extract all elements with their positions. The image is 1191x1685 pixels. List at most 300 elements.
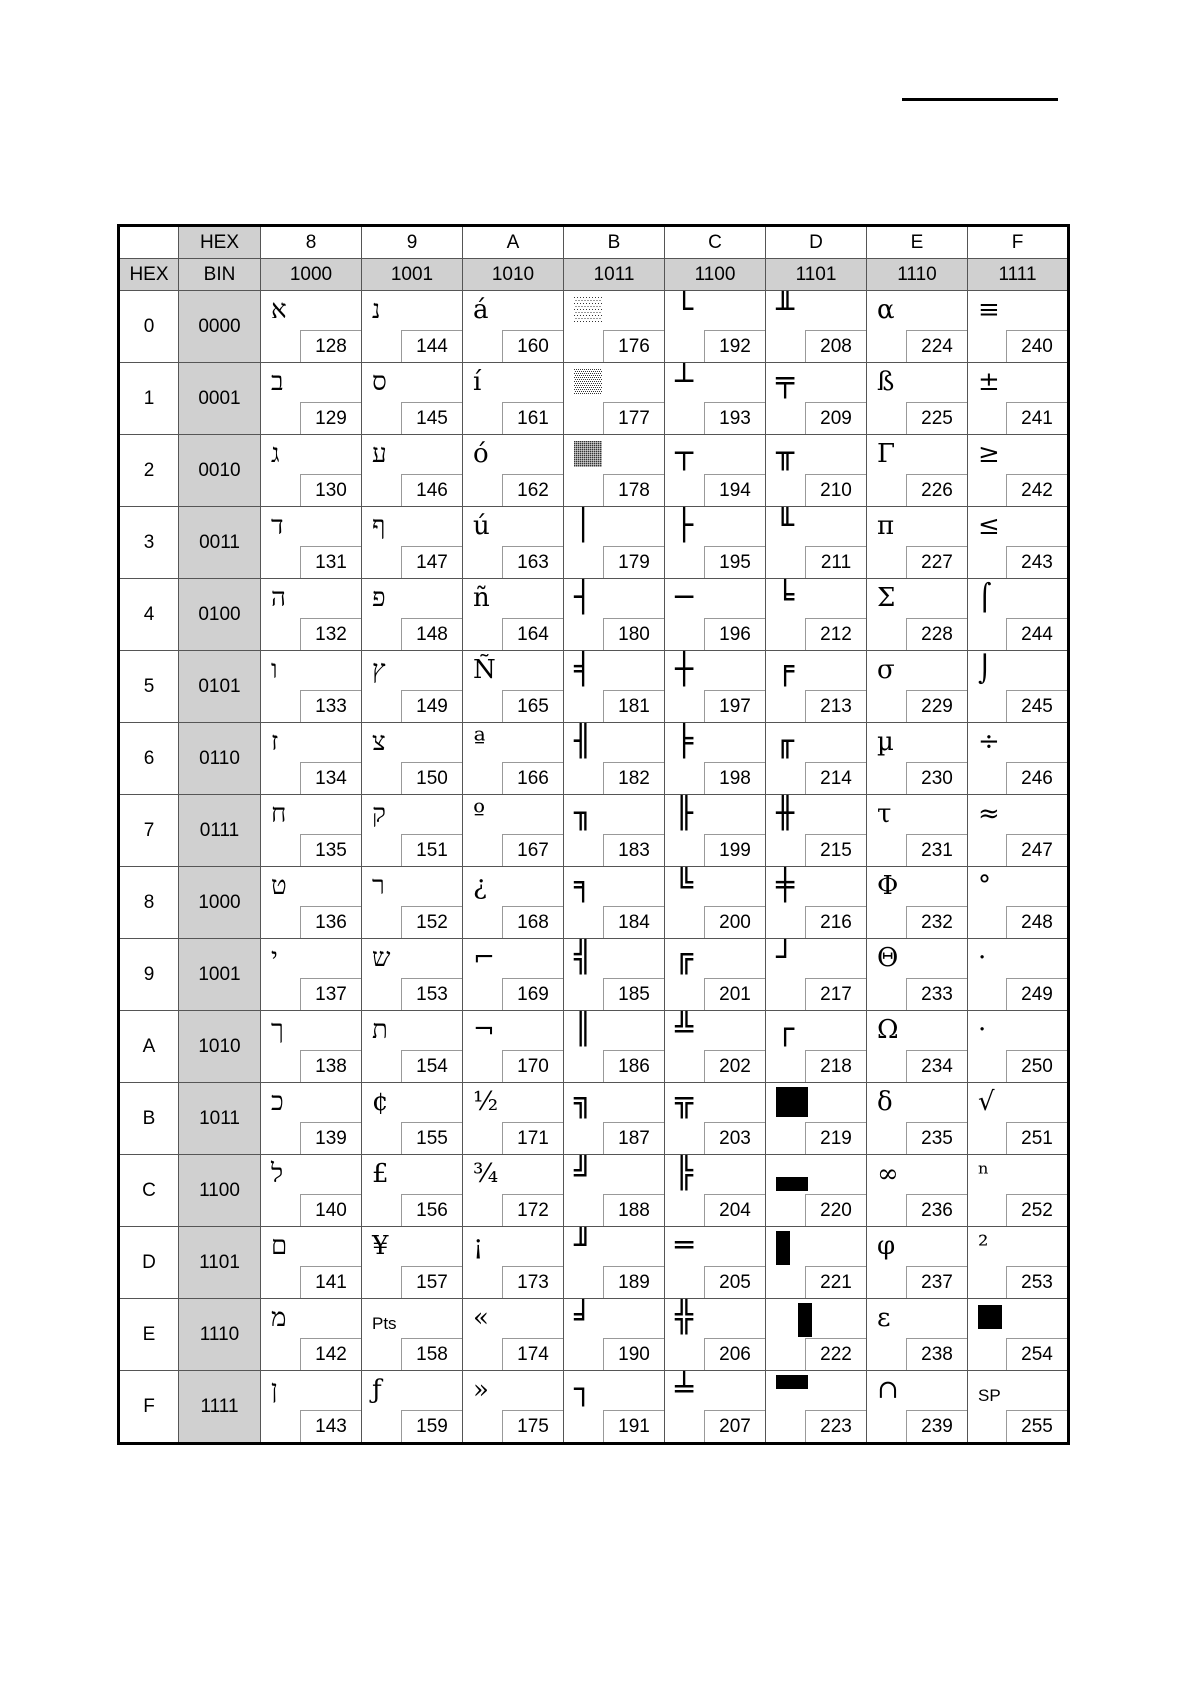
row-hex: 4	[119, 579, 179, 651]
char-glyph: ≤	[978, 511, 1000, 541]
char-code: 180	[603, 618, 664, 650]
char-code: 233	[906, 978, 967, 1010]
char-glyph: ┴	[675, 364, 694, 399]
char-cell	[665, 1371, 766, 1444]
char-code: 225	[906, 402, 967, 434]
char-code: 148	[401, 618, 462, 650]
table-row	[119, 1371, 1069, 1444]
char-cell	[766, 867, 867, 939]
char-cell	[564, 1371, 665, 1444]
char-cell	[261, 1083, 362, 1155]
char-cell	[564, 867, 665, 939]
char-cell	[564, 1083, 665, 1155]
char-code: 151	[401, 834, 462, 866]
char-glyph: ╘	[776, 580, 795, 615]
char-glyph: ñ	[473, 583, 490, 613]
char-glyph: י	[271, 943, 278, 973]
row-bin: 0000	[179, 291, 261, 363]
char-code: 134	[300, 762, 361, 794]
char-glyph: ╩	[675, 1012, 694, 1047]
char-cell	[261, 1227, 362, 1299]
char-glyph: ך	[271, 1015, 284, 1045]
row-bin: 0101	[179, 651, 261, 723]
char-cell	[968, 291, 1069, 363]
table-row	[119, 1227, 1069, 1299]
char-cell	[766, 1083, 867, 1155]
char-glyph: π	[877, 511, 895, 541]
char-cell	[463, 795, 564, 867]
char-code: 204	[704, 1194, 765, 1226]
char-cell	[665, 651, 766, 723]
table-row	[119, 939, 1069, 1011]
char-glyph: Γ	[877, 439, 896, 469]
char-code: 239	[906, 1410, 967, 1442]
char-code: 211	[805, 546, 866, 578]
char-glyph: ע	[372, 439, 387, 469]
char-glyph: │	[574, 508, 593, 543]
char-code: 194	[704, 474, 765, 506]
char-glyph: ן	[271, 1375, 278, 1405]
char-cell	[766, 1299, 867, 1371]
row-bin: 0110	[179, 723, 261, 795]
col-bin: 1010	[463, 259, 564, 291]
char-cell	[261, 795, 362, 867]
char-glyph: ─	[675, 580, 694, 615]
char-code: 166	[502, 762, 563, 794]
char-code: 135	[300, 834, 361, 866]
table-row	[119, 363, 1069, 435]
char-code: 149	[401, 690, 462, 722]
char-cell	[362, 867, 463, 939]
char-code: 221	[805, 1266, 866, 1298]
shade-pattern-icon	[574, 369, 602, 395]
char-glyph: צ	[372, 727, 386, 757]
char-glyph: Ω	[877, 1015, 899, 1045]
row-hex: C	[119, 1155, 179, 1227]
char-cell	[564, 651, 665, 723]
char-glyph: Σ	[877, 583, 896, 613]
char-cell	[463, 579, 564, 651]
char-glyph: └	[675, 292, 694, 327]
table-row	[119, 291, 1069, 363]
char-cell	[867, 435, 968, 507]
char-cell	[564, 1155, 665, 1227]
char-cell	[867, 579, 968, 651]
char-cell	[362, 435, 463, 507]
char-cell	[362, 363, 463, 435]
char-glyph: ╜	[574, 1228, 593, 1263]
char-cell	[665, 435, 766, 507]
block-element-icon	[776, 1177, 808, 1191]
char-glyph: ⌠	[978, 583, 992, 613]
char-code: 242	[1006, 474, 1067, 506]
char-cell	[766, 291, 867, 363]
block-element-icon	[978, 1305, 1002, 1329]
char-glyph: ד	[271, 511, 284, 541]
char-code: 179	[603, 546, 664, 578]
block-element-icon	[776, 1231, 790, 1265]
table-row	[119, 1299, 1069, 1371]
char-cell	[564, 1227, 665, 1299]
char-cell	[463, 1011, 564, 1083]
char-glyph: ז	[271, 727, 279, 757]
char-cell	[261, 363, 362, 435]
char-code: 183	[603, 834, 664, 866]
char-cell	[968, 1299, 1069, 1371]
char-glyph: δ	[877, 1087, 893, 1117]
char-cell	[968, 363, 1069, 435]
char-code: 153	[401, 978, 462, 1010]
char-cell	[362, 651, 463, 723]
char-code: 198	[704, 762, 765, 794]
char-glyph: ⌡	[978, 655, 992, 685]
char-code: 184	[603, 906, 664, 938]
char-code: 251	[1006, 1122, 1067, 1154]
char-code: 205	[704, 1266, 765, 1298]
char-code: 131	[300, 546, 361, 578]
char-cell	[463, 507, 564, 579]
char-glyph: ה	[271, 583, 286, 613]
row-bin: 1101	[179, 1227, 261, 1299]
char-code: 188	[603, 1194, 664, 1226]
char-cell	[564, 435, 665, 507]
char-code: 161	[502, 402, 563, 434]
char-glyph: ε	[877, 1303, 891, 1333]
char-glyph: ╔	[675, 940, 694, 975]
char-glyph: ⁿ	[978, 1159, 990, 1189]
char-code: 162	[502, 474, 563, 506]
char-code: 227	[906, 546, 967, 578]
char-cell	[867, 1011, 968, 1083]
char-glyph: ª	[473, 727, 486, 757]
char-glyph: ┘	[776, 940, 795, 975]
char-cell	[261, 723, 362, 795]
char-cell	[261, 291, 362, 363]
char-cell	[261, 1011, 362, 1083]
char-glyph: ≈	[978, 799, 1000, 829]
char-code: 145	[401, 402, 462, 434]
char-code: 167	[502, 834, 563, 866]
char-code: 217	[805, 978, 866, 1010]
table-row	[119, 435, 1069, 507]
char-cell	[564, 291, 665, 363]
char-glyph: ר	[372, 871, 385, 901]
char-cell	[968, 507, 1069, 579]
row-hex: A	[119, 1011, 179, 1083]
char-cell	[867, 1155, 968, 1227]
char-cell	[463, 1299, 564, 1371]
char-code: 220	[805, 1194, 866, 1226]
char-cell	[968, 651, 1069, 723]
char-code: 190	[603, 1338, 664, 1370]
char-cell	[665, 1083, 766, 1155]
char-cell	[564, 579, 665, 651]
row-hex: 7	[119, 795, 179, 867]
char-glyph: φ	[877, 1231, 896, 1261]
char-cell	[362, 1227, 463, 1299]
hex-label: HEX	[179, 226, 261, 259]
char-code: 252	[1006, 1194, 1067, 1226]
char-glyph: ∩	[877, 1375, 899, 1405]
char-cell	[665, 507, 766, 579]
char-glyph: °	[978, 871, 991, 901]
row-hex: 5	[119, 651, 179, 723]
header-rule	[902, 98, 1058, 101]
char-code: 178	[603, 474, 664, 506]
char-code: 236	[906, 1194, 967, 1226]
row-hex: 8	[119, 867, 179, 939]
header-row-hex	[119, 226, 1069, 259]
char-cell	[867, 291, 968, 363]
char-glyph: ט	[271, 871, 287, 901]
char-code: 160	[502, 330, 563, 362]
char-glyph: ב	[271, 367, 284, 397]
char-code: 230	[906, 762, 967, 794]
char-code: 195	[704, 546, 765, 578]
char-glyph: Φ	[877, 871, 899, 901]
char-cell	[564, 939, 665, 1011]
char-glyph: ¡	[473, 1231, 484, 1261]
char-cell	[463, 939, 564, 1011]
char-glyph: ╒	[776, 652, 795, 687]
table-row	[119, 1155, 1069, 1227]
char-code: 196	[704, 618, 765, 650]
char-glyph: ת	[372, 1015, 388, 1045]
row-hex: 9	[119, 939, 179, 1011]
char-glyph: ²	[978, 1231, 989, 1261]
block-element-icon	[776, 1375, 808, 1389]
char-glyph: á	[473, 295, 489, 325]
char-code: 226	[906, 474, 967, 506]
char-glyph: ┼	[675, 652, 694, 687]
char-cell	[665, 723, 766, 795]
char-code: 143	[300, 1410, 361, 1442]
char-code: 168	[502, 906, 563, 938]
char-cell	[261, 1155, 362, 1227]
char-glyph: ∞	[877, 1159, 899, 1189]
col-hex: D	[766, 226, 867, 259]
table-row	[119, 507, 1069, 579]
char-glyph: ╢	[574, 724, 593, 759]
char-glyph: ף	[372, 511, 386, 541]
char-glyph: ╨	[776, 292, 795, 327]
char-glyph: £	[372, 1159, 389, 1189]
char-cell	[867, 1083, 968, 1155]
char-code: 170	[502, 1050, 563, 1082]
char-code: 254	[1006, 1338, 1067, 1370]
char-cell	[261, 867, 362, 939]
block-element-icon	[798, 1303, 812, 1337]
char-code: 182	[603, 762, 664, 794]
char-code: 157	[401, 1266, 462, 1298]
char-code: 169	[502, 978, 563, 1010]
char-glyph: ¿	[473, 871, 487, 901]
char-code: 176	[603, 330, 664, 362]
shade-pattern-icon	[574, 441, 602, 467]
row-hex: 2	[119, 435, 179, 507]
char-glyph: ╛	[574, 1300, 593, 1335]
char-code: 228	[906, 618, 967, 650]
char-cell	[261, 507, 362, 579]
char-cell	[564, 363, 665, 435]
char-glyph: ¾	[473, 1159, 499, 1189]
char-cell	[564, 723, 665, 795]
char-code: 152	[401, 906, 462, 938]
char-glyph: ÷	[978, 727, 1000, 757]
char-glyph: ú	[473, 511, 490, 541]
char-cell	[463, 867, 564, 939]
char-glyph: ╚	[675, 868, 694, 903]
char-cell	[867, 507, 968, 579]
char-code: 159	[401, 1410, 462, 1442]
char-code: 203	[704, 1122, 765, 1154]
char-cell	[766, 723, 867, 795]
char-glyph: ≡	[978, 295, 1000, 325]
char-glyph: ╧	[675, 1372, 694, 1407]
corner-cell	[119, 226, 179, 259]
char-glyph: ╬	[675, 1300, 694, 1335]
char-cell	[362, 1011, 463, 1083]
char-glyph: ╗	[574, 1084, 593, 1119]
char-code: 255	[1006, 1410, 1067, 1442]
char-code: 192	[704, 330, 765, 362]
char-cell	[766, 651, 867, 723]
char-code: 238	[906, 1338, 967, 1370]
char-cell	[665, 363, 766, 435]
char-glyph: ס	[372, 367, 387, 397]
col-bin: 1000	[261, 259, 362, 291]
col-hex: 9	[362, 226, 463, 259]
col-bin: 1101	[766, 259, 867, 291]
char-code: 244	[1006, 618, 1067, 650]
char-code: 187	[603, 1122, 664, 1154]
char-code: 144	[401, 330, 462, 362]
row-hex: F	[119, 1371, 179, 1444]
char-glyph: ╥	[776, 436, 795, 471]
char-glyph: ┬	[675, 436, 694, 471]
char-glyph: ═	[675, 1228, 694, 1263]
char-cell	[968, 867, 1069, 939]
char-cell	[766, 795, 867, 867]
char-cell	[867, 1299, 968, 1371]
char-code: 141	[300, 1266, 361, 1298]
char-glyph: «	[473, 1303, 489, 1333]
char-glyph: ╓	[776, 724, 795, 759]
char-glyph: ¥	[372, 1231, 389, 1261]
char-cell	[867, 1371, 968, 1444]
col-bin: 1100	[665, 259, 766, 291]
char-code: 193	[704, 402, 765, 434]
char-cell	[261, 939, 362, 1011]
char-code: 209	[805, 402, 866, 434]
char-cell	[665, 1299, 766, 1371]
row-bin: 1001	[179, 939, 261, 1011]
char-glyph: ║	[574, 1012, 593, 1047]
char-cell	[463, 1371, 564, 1444]
char-glyph: נ	[372, 295, 381, 325]
col-bin: 1110	[867, 259, 968, 291]
char-cell	[463, 363, 564, 435]
char-code: 181	[603, 690, 664, 722]
row-bin: 0011	[179, 507, 261, 579]
char-glyph: Ñ	[473, 655, 496, 685]
char-code: 206	[704, 1338, 765, 1370]
char-cell	[766, 1011, 867, 1083]
char-code: 137	[300, 978, 361, 1010]
char-cell	[665, 867, 766, 939]
col-hex: F	[968, 226, 1069, 259]
char-code: 201	[704, 978, 765, 1010]
bin-label: BIN	[179, 259, 261, 291]
char-code: 177	[603, 402, 664, 434]
row-bin: 1100	[179, 1155, 261, 1227]
char-code: 237	[906, 1266, 967, 1298]
col-hex: 8	[261, 226, 362, 259]
table-row	[119, 795, 1069, 867]
code-page-table	[117, 224, 1070, 1445]
char-cell	[362, 579, 463, 651]
char-glyph: ץ	[372, 655, 386, 685]
char-glyph: ╟	[675, 796, 694, 831]
char-glyph: ≥	[978, 439, 1000, 469]
char-code: 231	[906, 834, 967, 866]
char-glyph: σ	[877, 655, 895, 685]
char-glyph: ג	[271, 439, 280, 469]
char-cell	[665, 795, 766, 867]
char-code: 186	[603, 1050, 664, 1082]
char-code: 241	[1006, 402, 1067, 434]
char-code: 249	[1006, 978, 1067, 1010]
char-code: 248	[1006, 906, 1067, 938]
char-cell	[766, 435, 867, 507]
char-cell	[261, 1371, 362, 1444]
char-code: 171	[502, 1122, 563, 1154]
char-cell	[362, 291, 463, 363]
char-cell	[968, 723, 1069, 795]
char-cell	[261, 651, 362, 723]
char-code: 216	[805, 906, 866, 938]
char-glyph: ו	[271, 655, 278, 685]
char-code: 164	[502, 618, 563, 650]
char-code: 243	[1006, 546, 1067, 578]
row-bin: 1000	[179, 867, 261, 939]
char-cell	[463, 1227, 564, 1299]
char-glyph: ק	[372, 799, 386, 829]
char-cell	[968, 579, 1069, 651]
char-code: 234	[906, 1050, 967, 1082]
char-code: 208	[805, 330, 866, 362]
char-code: 147	[401, 546, 462, 578]
char-cell	[766, 1227, 867, 1299]
char-glyph: Θ	[877, 943, 899, 973]
row-bin: 1010	[179, 1011, 261, 1083]
char-glyph: ó	[473, 439, 489, 469]
char-cell	[665, 1227, 766, 1299]
char-code: 218	[805, 1050, 866, 1082]
char-cell	[362, 1299, 463, 1371]
block-element-icon	[776, 1087, 808, 1117]
char-glyph: ╖	[574, 796, 593, 831]
char-cell	[766, 1371, 867, 1444]
char-cell	[261, 1299, 362, 1371]
char-cell	[968, 1227, 1069, 1299]
char-code: 136	[300, 906, 361, 938]
char-glyph: ╙	[776, 508, 795, 543]
char-glyph: ¢	[372, 1087, 389, 1117]
char-cell	[665, 1155, 766, 1227]
col-bin: 1011	[564, 259, 665, 291]
char-glyph: פ	[372, 583, 386, 613]
